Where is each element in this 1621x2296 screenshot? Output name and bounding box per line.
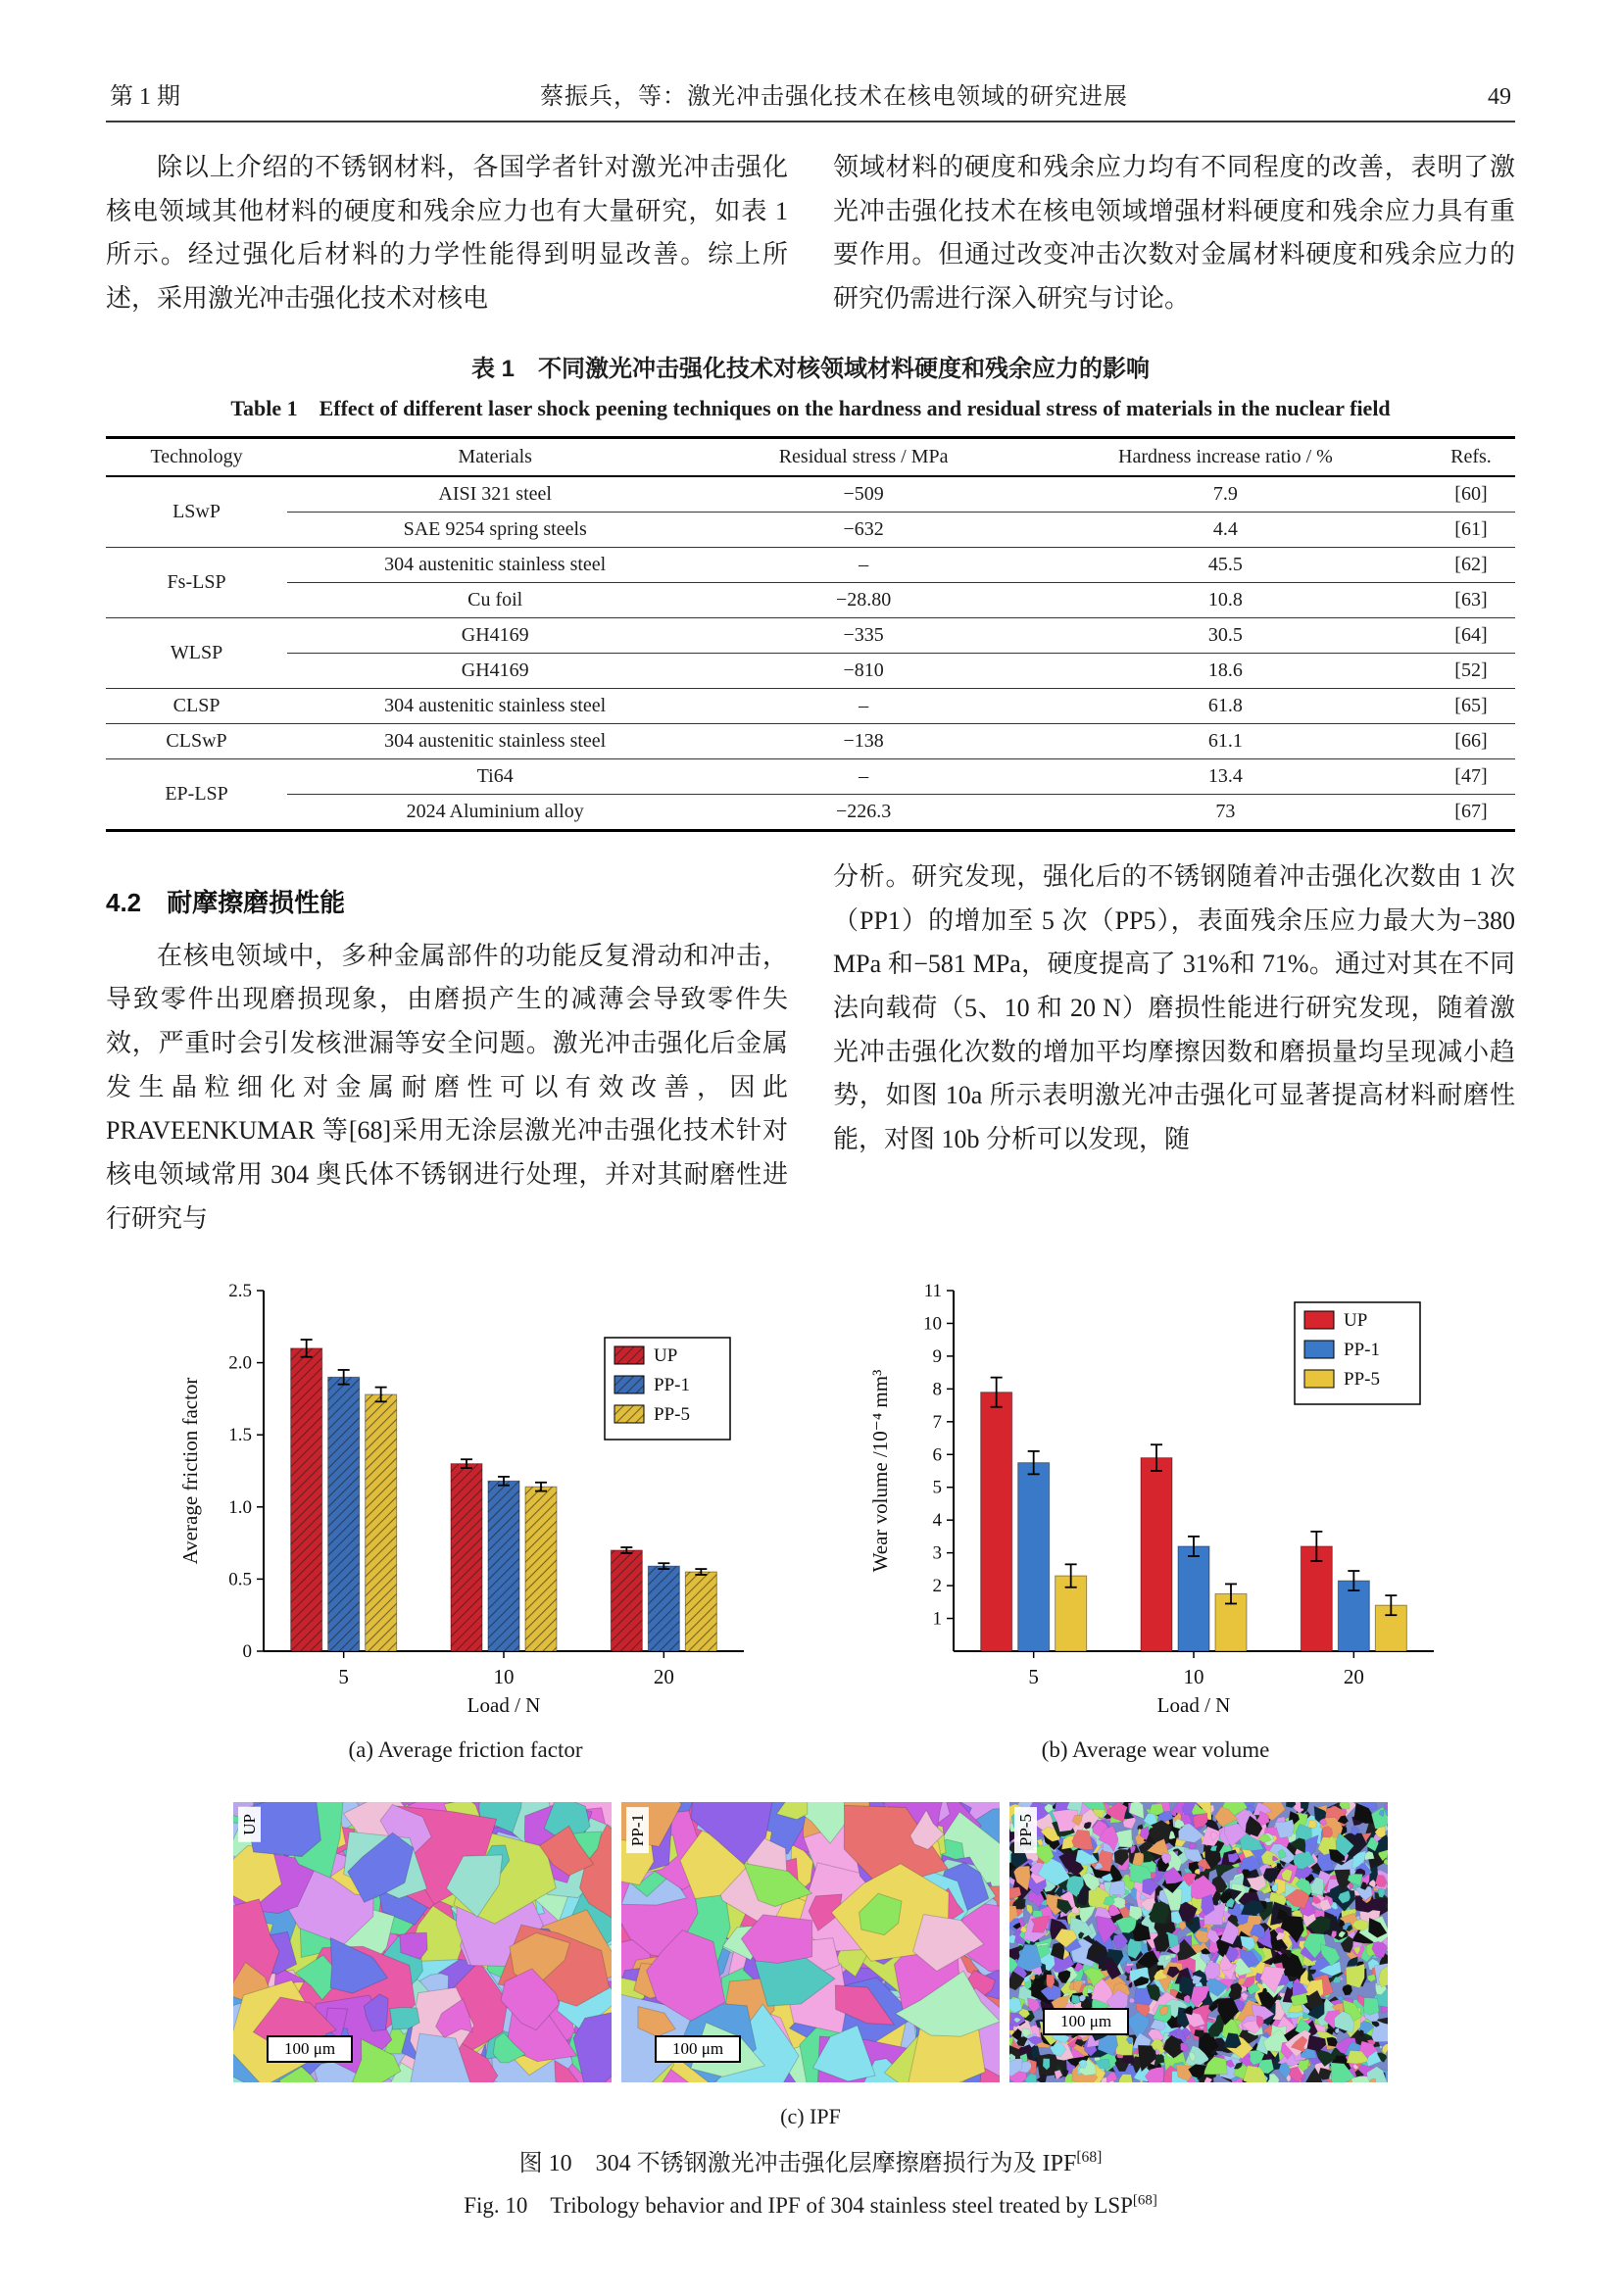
figure-caption-zh: 图 10 304 不锈钢激光冲击强化层摩擦磨损行为及 IPF[68] (518, 2148, 1103, 2176)
bar-pp-1 (648, 1566, 679, 1651)
bar-pp-1 (328, 1377, 360, 1651)
svg-text:2: 2 (932, 1575, 942, 1596)
svg-text:UP: UP (654, 1344, 678, 1366)
page-number: 49 (1488, 84, 1511, 110)
bar-pp-5 (525, 1487, 557, 1651)
svg-text:0.5: 0.5 (228, 1569, 252, 1590)
running-title: 蔡振兵，等：激光冲击强化技术在核电领域的研究进展 (540, 84, 1128, 110)
ipf-up-label: UP (238, 1807, 261, 1842)
figure-ref: [68] (1132, 2191, 1157, 2208)
table-header-row (106, 437, 1515, 476)
bar-up (451, 1463, 482, 1650)
figure-10-charts (106, 1275, 1515, 1763)
table-header-cell: Hardness increase ratio / % (1024, 437, 1427, 476)
scale-bar: 100 μm (267, 2035, 353, 2063)
table-cell: 30.5 (1024, 617, 1427, 653)
table-cell-technology: LSwP (106, 476, 287, 548)
bar-pp-1 (488, 1481, 519, 1651)
svg-text:1.5: 1.5 (228, 1424, 252, 1445)
svg-text:Wear volume /10⁻⁴ mm³: Wear volume /10⁻⁴ mm³ (868, 1369, 892, 1572)
bar-pp-1 (1018, 1462, 1050, 1650)
ipf-image-up (233, 1802, 612, 2082)
svg-text:5: 5 (1028, 1664, 1039, 1688)
svg-text:10: 10 (493, 1664, 515, 1688)
table-cell: −28.80 (703, 582, 1024, 617)
table-header-cell: Refs. (1427, 437, 1515, 476)
svg-text:7: 7 (932, 1411, 942, 1433)
table-row (106, 653, 1515, 688)
table-header-cell: Materials (287, 437, 703, 476)
bar-up (611, 1550, 642, 1651)
table-header-cell: Residual stress / MPa (703, 437, 1024, 476)
bar-pp-1 (1178, 1546, 1209, 1651)
svg-text:UP: UP (1344, 1309, 1368, 1331)
intro-left-column: 除以上介绍的不锈钢材料，各国学者针对激光冲击强化核电领域其他材料的硬度和残余应力也有大量研究，如表 1 所示。经过强化后材料的力学性能得到明显改善。综上所述，采用激光冲击强化技术对核电 (106, 153, 788, 314)
table-cell: [60] (1427, 476, 1515, 513)
page-header (106, 76, 1515, 122)
table-cell: −138 (703, 723, 1024, 758)
table-cell: −810 (703, 653, 1024, 688)
table-cell: 304 austenitic stainless steel (287, 723, 703, 758)
table-cell: GH4169 (287, 617, 703, 653)
table-cell: – (703, 547, 1024, 582)
table-cell: [61] (1427, 512, 1515, 547)
svg-text:20: 20 (1343, 1664, 1364, 1688)
table-header-cell: Technology (106, 437, 287, 476)
table-row (106, 758, 1515, 794)
table-cell: GH4169 (287, 653, 703, 688)
table-row (106, 476, 1515, 513)
section-right-column (833, 855, 1515, 1242)
section-right-text: 分析。研究发现，强化后的不锈钢随着冲击强化次数由 1 次（PP1）的增加至 5 次（PP5），表面残余压应力最大为−380 MPa 和−581 MPa，硬度提高了 31%和 71%。通过对其在不同法向载荷（5、10 和 20 N）磨损性能进行研究发现，随着激光冲击强化次数的增加平均摩擦因数和磨损量均呈现减小趋势，如图 10a 所示表明激光冲击强化可显著提高材料耐磨性能，对图 10b 分析可以发现，随 (833, 861, 1515, 1154)
table-cell: −226.3 (835, 800, 892, 822)
table-cell: 73 (1215, 800, 1236, 822)
table-cell: 4.4 (1024, 512, 1427, 547)
section-left-text: 在核电领域中，多种金属部件的功能反复滑动和冲击，导致零件出现磨损现象，由磨损产生的减薄会导致零件失效，严重时会引发核泄漏等安全问题。激光冲击强化后金属发生晶粒细化对金属耐磨性可以有效改善，因此 PRAVEENKUMAR 等[68]采用无涂层激光冲击强化技术针对核电领域常用 304 奥氏体不锈钢进行处理，并对其耐磨性进行研究与 (106, 941, 788, 1233)
table-cell: 7.9 (1024, 476, 1427, 513)
table-cell: [52] (1427, 653, 1515, 688)
table-cell: −509 (703, 476, 1024, 513)
table-cell: [63] (1427, 582, 1515, 617)
issue-label: 第 1 期 (110, 84, 180, 110)
table-cell: Ti64 (287, 758, 703, 794)
table-body (106, 476, 1515, 831)
chart-a-caption: (a) Average friction factor (348, 1736, 583, 1762)
table-cell: [64] (1427, 617, 1515, 653)
table-cell: 13.4 (1024, 758, 1427, 794)
table-cell-technology: CLSwP (106, 723, 287, 758)
table-cell: – (703, 758, 1024, 794)
subfigure-c-caption: (c) IPF (780, 2103, 841, 2128)
table-row (106, 723, 1515, 758)
table-row (106, 512, 1515, 547)
table-cell: Cu foil (287, 582, 703, 617)
table-row (106, 688, 1515, 723)
svg-text:1.0: 1.0 (228, 1496, 252, 1518)
svg-text:10: 10 (1183, 1664, 1204, 1688)
table-cell: [66] (1427, 723, 1515, 758)
svg-text:PP-5: PP-5 (654, 1403, 690, 1425)
table-cell-technology: WLSP (106, 617, 287, 688)
bar-up (981, 1392, 1012, 1650)
table-cell: 304 austenitic stainless steel (287, 547, 703, 582)
svg-text:Average friction factor: Average friction factor (178, 1377, 202, 1565)
svg-text:PP-1: PP-1 (654, 1374, 690, 1395)
svg-text:1: 1 (932, 1608, 942, 1630)
table-cell: AISI 321 steel (287, 476, 703, 513)
table-cell-technology: EP-LSP (165, 782, 228, 805)
chart-b-caption: (b) Average wear volume (1041, 1736, 1270, 1762)
table-1 (106, 436, 1515, 832)
table-cell-technology: Fs-LSP (106, 547, 287, 617)
ipf-images (106, 1802, 1515, 2082)
table-cell: −335 (703, 617, 1024, 653)
svg-text:3: 3 (932, 1542, 942, 1564)
svg-text:10: 10 (923, 1313, 942, 1335)
bar-pp-5 (685, 1572, 716, 1651)
svg-text:Load / N: Load / N (1156, 1692, 1231, 1717)
svg-text:9: 9 (932, 1345, 942, 1367)
table-cell: 45.5 (1024, 547, 1427, 582)
table-cell: [67] (1454, 800, 1488, 822)
svg-text:11: 11 (923, 1280, 942, 1301)
table-row (106, 794, 1515, 830)
section-left-column (106, 855, 788, 1242)
chart-a-canvas (172, 1275, 760, 1726)
table-cell: 61.1 (1024, 723, 1427, 758)
section-heading: 4.2 耐摩擦磨损性能 (106, 887, 346, 917)
bar-up (1141, 1457, 1172, 1650)
svg-text:PP-1: PP-1 (1344, 1339, 1380, 1360)
ipf-pp1-label: PP-1 (626, 1807, 649, 1853)
svg-text:5: 5 (338, 1664, 349, 1688)
table-cell: 10.8 (1024, 582, 1427, 617)
table-cell: 2024 Aluminium alloy (406, 800, 584, 822)
ipf-pp5-label: PP-5 (1014, 1807, 1037, 1853)
scale-bar: 100 μm (655, 2035, 741, 2063)
svg-text:Load / N: Load / N (467, 1692, 541, 1717)
table-captions (106, 349, 1515, 422)
table-cell: – (703, 688, 1024, 723)
svg-text:20: 20 (653, 1664, 674, 1688)
chart-friction-factor (172, 1275, 760, 1763)
scale-bar: 100 μm (1043, 2008, 1129, 2035)
table-cell: 61.8 (1024, 688, 1427, 723)
svg-text:6: 6 (932, 1443, 942, 1465)
ipf-image-pp5 (1009, 1802, 1388, 2082)
table-row (106, 547, 1515, 582)
table-row (106, 617, 1515, 653)
table-row (106, 582, 1515, 617)
svg-text:PP-5: PP-5 (1344, 1368, 1380, 1390)
table-cell: [65] (1427, 688, 1515, 723)
table-caption-en: Table 1 Effect of different laser shock peening techniques on the hardness and residual stress of materials in the nuclear field (230, 395, 1391, 420)
table-cell: [62] (1427, 547, 1515, 582)
table-head (106, 437, 1515, 476)
table-cell: −632 (703, 512, 1024, 547)
table-cell: 18.6 (1024, 653, 1427, 688)
bar-up (291, 1348, 322, 1651)
section-4-2 (106, 855, 1515, 1242)
bar-pp-5 (366, 1394, 397, 1651)
table-cell: SAE 9254 spring steels (287, 512, 703, 547)
ipf-image-pp1 (621, 1802, 1000, 2082)
svg-text:2.0: 2.0 (228, 1352, 252, 1374)
ipf-pp5-map (1009, 1802, 1388, 2082)
table-cell: 304 austenitic stainless steel (287, 688, 703, 723)
chart-b-canvas (861, 1275, 1449, 1726)
svg-text:2.5: 2.5 (228, 1280, 252, 1301)
svg-text:5: 5 (932, 1477, 942, 1498)
svg-text:0: 0 (242, 1640, 252, 1662)
svg-text:8: 8 (932, 1378, 942, 1399)
intro-paragraph (106, 146, 1515, 321)
intro-right-column: 领域材料的硬度和残余应力均有不同程度的改善，表明了激光冲击强化技术在核电领域增强材料硬度和残余应力具有重要作用。但通过改变冲击次数对金属材料硬度和残余应力的研究仍需进行深入研究与讨论。 (833, 153, 1515, 314)
table-cell-technology: CLSP (106, 688, 287, 723)
table-caption-zh: 表 1 不同激光冲击强化技术对核领域材料硬度和残余应力的影响 (470, 355, 1150, 382)
chart-wear-volume (861, 1275, 1449, 1763)
figure-caption-en: Fig. 10 Tribology behavior and IPF of 304 stainless steel treated by LSP[68] (464, 2191, 1157, 2218)
svg-text:4: 4 (932, 1509, 942, 1531)
table-cell: [47] (1427, 758, 1515, 794)
bar-up (1301, 1546, 1332, 1651)
figure-ref: [68] (1076, 2148, 1103, 2166)
